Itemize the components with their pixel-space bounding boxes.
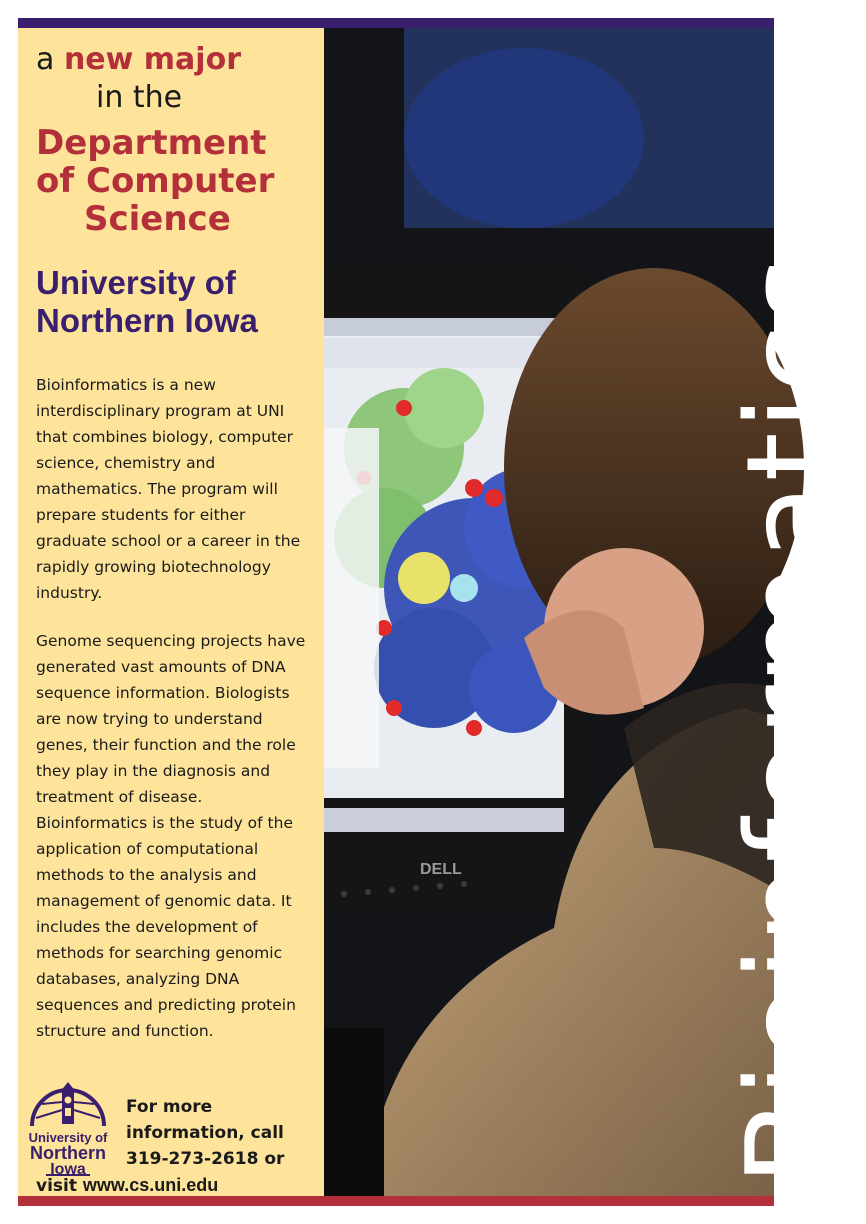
visit-prefix: visit — [36, 1176, 77, 1196]
student-photo — [324, 28, 774, 1196]
website-link[interactable]: www.cs.uni.edu — [82, 1175, 219, 1195]
headline-line-2: in the — [96, 80, 183, 115]
uni-logo — [22, 1080, 114, 1176]
photo-illustration — [324, 28, 774, 1196]
university-name-line-1: University of — [36, 264, 236, 301]
logo-text-3: Iowa — [50, 1161, 86, 1178]
contact-info: For more information, call 319-273-2618 or — [126, 1097, 285, 1169]
university-name-line-2: Northern Iowa — [36, 302, 258, 339]
headline-emphasis: new major — [63, 42, 241, 77]
top-purple-bar — [18, 18, 774, 28]
visit-line — [36, 1172, 218, 1199]
intro-paragraph: Bioinformatics is a new interdisciplinary program at UNI that combines biology, computer science, chemistry and mathematics. The program will prepare students for either graduate school or a career in the rapidly growing biotechnology industry. — [36, 376, 301, 602]
logo-text-1: University of — [28, 1130, 108, 1145]
genome-paragraph: Genome sequencing projects have generated vast amounts of DNA sequence information. Biologists are now trying to understand genes, their function and the role they play in the diagnosis and treatment of disease. Bioinformatics is the study of the application of computational methods to the analysis and management of genomic data. It includes the development of methods for searching genomic databases, analyzing DNA sequences and predicting protein structure and function. — [36, 632, 306, 1040]
headline-prefix: a — [36, 42, 55, 77]
bottom-red-bar — [18, 1196, 774, 1206]
text-panel — [18, 28, 324, 1196]
logo-text-2: Northern — [30, 1143, 106, 1163]
campanile-icon — [36, 1082, 100, 1124]
monitor-brand-logo: DELL — [420, 861, 462, 878]
headline-line-1 — [36, 42, 241, 78]
headline-science: Science — [84, 199, 231, 239]
vertical-title: Bioinformatics — [719, 254, 866, 1186]
headline-department: Department — [36, 123, 267, 163]
headline-of-computer: of Computer — [36, 161, 275, 201]
poster — [18, 18, 866, 1206]
